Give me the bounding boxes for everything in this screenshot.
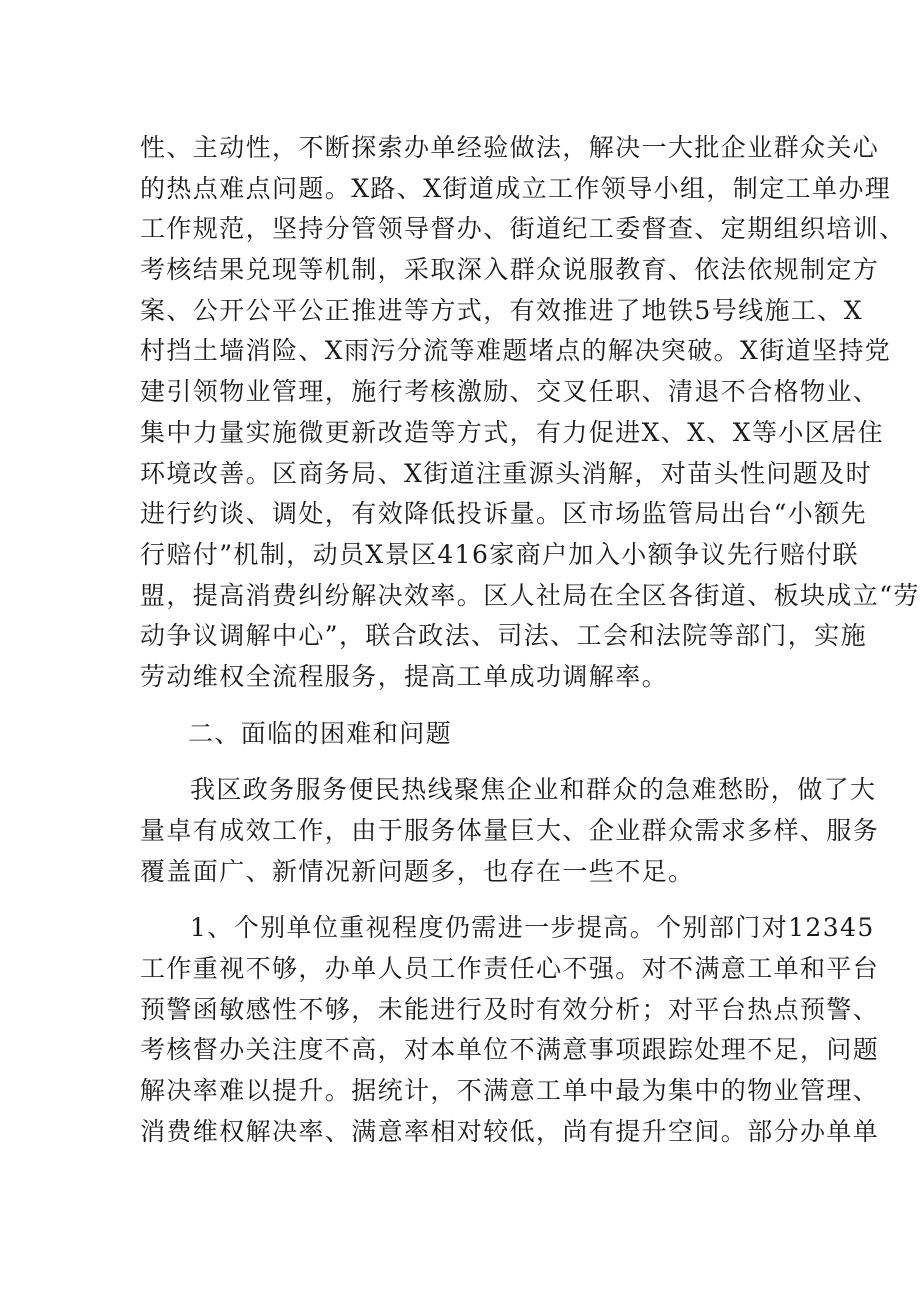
text-line: 劳动维权全流程服务，提高工单成功调解率。	[140, 661, 669, 691]
text-line: 考核督办关注度不高，对本单位不满意事项跟踪处理不足，问题	[140, 1035, 880, 1065]
text-line: 建引领物业管理，施行考核激励、交叉任职、清退不合格物业、	[140, 377, 880, 407]
text-line: 集中力量实施微更新改造等方式，有力促进X、X、X等小区居住	[140, 417, 884, 447]
text-line: 动争议调解中心”，联合政法、司法、工会和法院等部门，实施	[140, 621, 867, 651]
paragraph-point-1	[140, 908, 880, 1152]
text-line: 行赔付”机制，动员X景区416家商户加入小额争议先行赔付联	[140, 539, 859, 569]
paragraph-intro	[140, 770, 880, 892]
text-line: 性、主动性，不断探索办单经验做法，解决一大批企业群众关心	[140, 133, 880, 162]
text-line: 工作重视不够，办单人员工作责任心不强。对不满意工单和平台	[140, 954, 880, 984]
text-line: 1、个别单位重视程度仍需进一步提高。个别部门对12345	[190, 913, 875, 943]
text-line: 环境改善。区商务局、X街道注重源头消解，对苗头性问题及时	[140, 458, 873, 488]
text-line: 我区政务服务便民热线聚焦企业和群众的急难愁盼，做了大	[190, 775, 877, 805]
text-line: 盟，提高消费纠纷解决效率。区人社局在全区各街道、板块成立“劳	[140, 580, 920, 610]
paragraph-gap	[140, 698, 805, 714]
text-line: 进行约谈、调处，有效降低投诉量。区市场监管局出台“小额先	[140, 499, 867, 529]
section-heading	[140, 714, 805, 755]
paragraph-continuation	[140, 128, 920, 698]
text-line: 覆盖面广、新情况新问题多，也存在一些不足。	[140, 856, 695, 886]
document-body	[140, 128, 920, 1153]
section-heading-text: 二、面临的困难和问题	[188, 718, 453, 748]
text-line: 考核结果兑现等机制，采取深入群众说服教育、依法依规制定方	[140, 255, 880, 285]
text-line: 量卓有成效工作，由于服务体量巨大、企业群众需求多样、服务	[140, 816, 880, 845]
text-line: 预警函敏感性不够，未能进行及时有效分析；对平台热点预警、	[140, 994, 880, 1024]
text-line: 解决率难以提升。据统计，不满意工单中最为集中的物业管理、	[140, 1076, 880, 1106]
paragraph-gap	[140, 892, 805, 908]
text-line: 村挡土墙消险、X雨污分流等难题堵点的解决突破。X街道坚持党	[140, 336, 892, 366]
text-line: 案、公开公平公正推进等方式，有效推进了地铁5号线施工、X	[140, 295, 863, 325]
text-line: 工作规范，坚持分管领导督办、街道纪工委督查、定期组织培训、	[140, 214, 906, 244]
paragraph-gap	[140, 754, 805, 770]
text-line: 消费维权解决率、满意率相对较低，尚有提升空间。部分办单单	[140, 1116, 880, 1146]
text-line: 的热点难点问题。X路、X街道成立工作领导小组，制定工单办理	[140, 173, 892, 203]
